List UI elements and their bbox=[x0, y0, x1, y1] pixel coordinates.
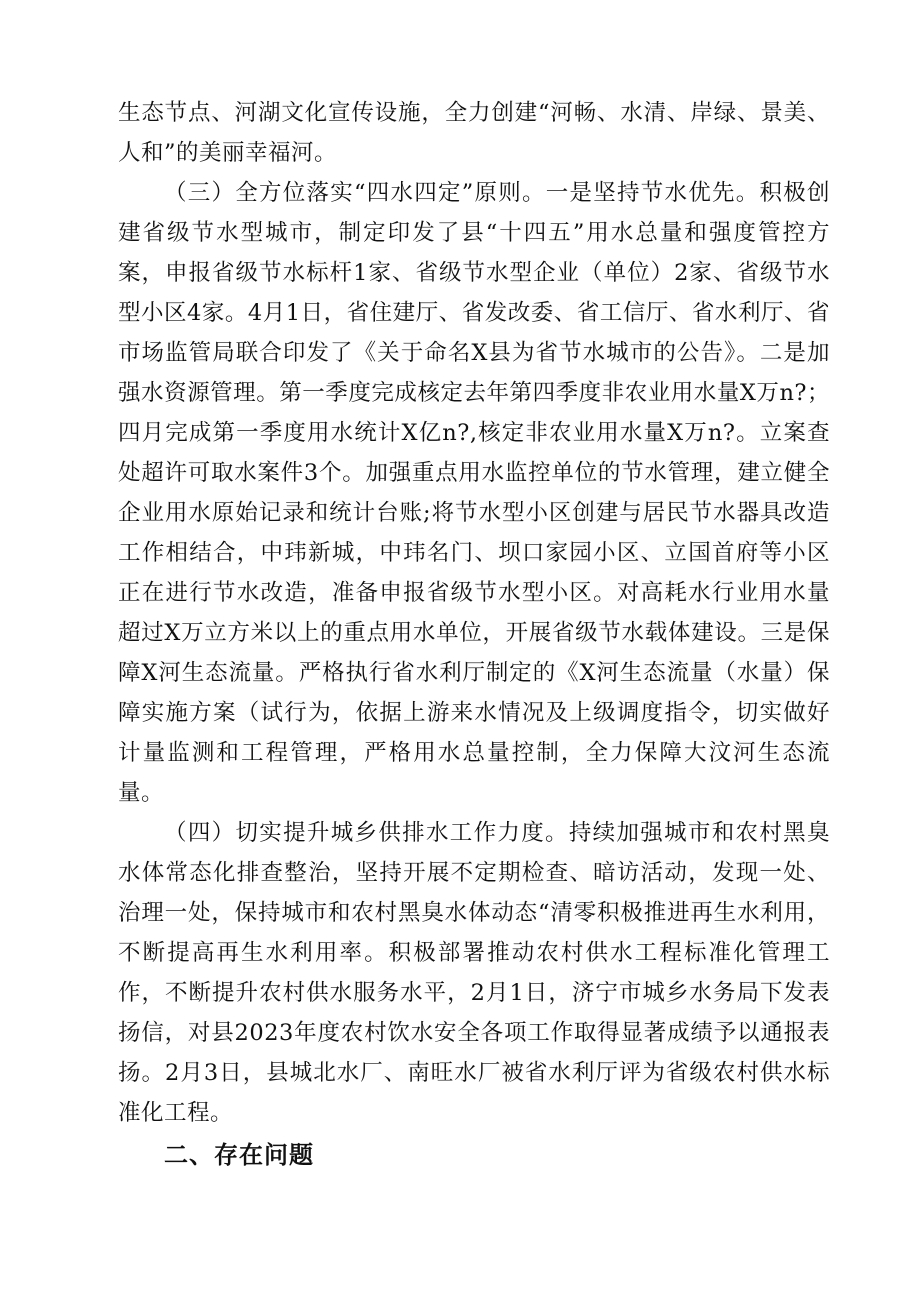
section-heading-problems: 二、存在问题 bbox=[164, 1141, 314, 1169]
paragraph-continuation: 生态节点、河湖文化宣传设施，全力创建“河畅、水清、岸绿、景美、人和”的美丽幸福河。 bbox=[118, 100, 830, 166]
body-text bbox=[118, 93, 830, 1133]
paragraph-section-three: （三）全方位落实“四水四定”原则。一是坚持节水优先。积极创建省级节水型城市，制定印发了县“十四五”用水总量和强度管控方案，申报省级节水标杆1家、省级节水型企业（单位）2家、省级节水型小区4家。4月1日，省住建厅、省发改委、省工信厅、省水利厅、省市场监管局联合印发了《关于命名X县为省节水城市的公告》。二是加强水资源管理。第一季度完成核定去年第四季度非农业用水量X万n?；四月完成第一季度用水统计X亿n?,核定非农业用水量X万n?。立案查处超许可取水案件3个。加强重点用水监控单位的节水管理，建立健全企业用水原始记录和统计台账;将节水型小区创建与居民节水器具改造工作相结合，中玮新城，中玮名门、坝口家园小区、立国首府等小区正在进行节水改造，准备申报省级节水型小区。对高耗水行业用水量超过X万立方米以上的重点用水单位，开展省级节水载体建设。三是保障X河生态流量。严格执行省水利厅制定的《X河生态流量（水量）保障实施方案（试行为，依据上游来水情况及上级调度指令，切实做好计量监测和工程管理，严格用水总量控制，全力保障大汶河生态流量。 bbox=[118, 180, 830, 806]
paragraph-section-four: （四）切实提升城乡供排水工作力度。持续加强城市和农村黑臭水体常态化排查整治，坚持开展不定期检查、暗访活动，发现一处、治理一处，保持城市和农村黑臭水体动态“清零积极推进再生水利用，不断提高再生水利用率。积极部署推动农村供水工程标准化管理工作，不断提升农村供水服务水平，2月1日，济宁市城乡水务局下发表扬信，对县2023年度农村饮水安全各项工作取得显著成绩予以通报表扬。2月3日，县城北水厂、南旺水厂被省水利厅评为省级农村供水标准化工程。 bbox=[118, 820, 830, 1126]
